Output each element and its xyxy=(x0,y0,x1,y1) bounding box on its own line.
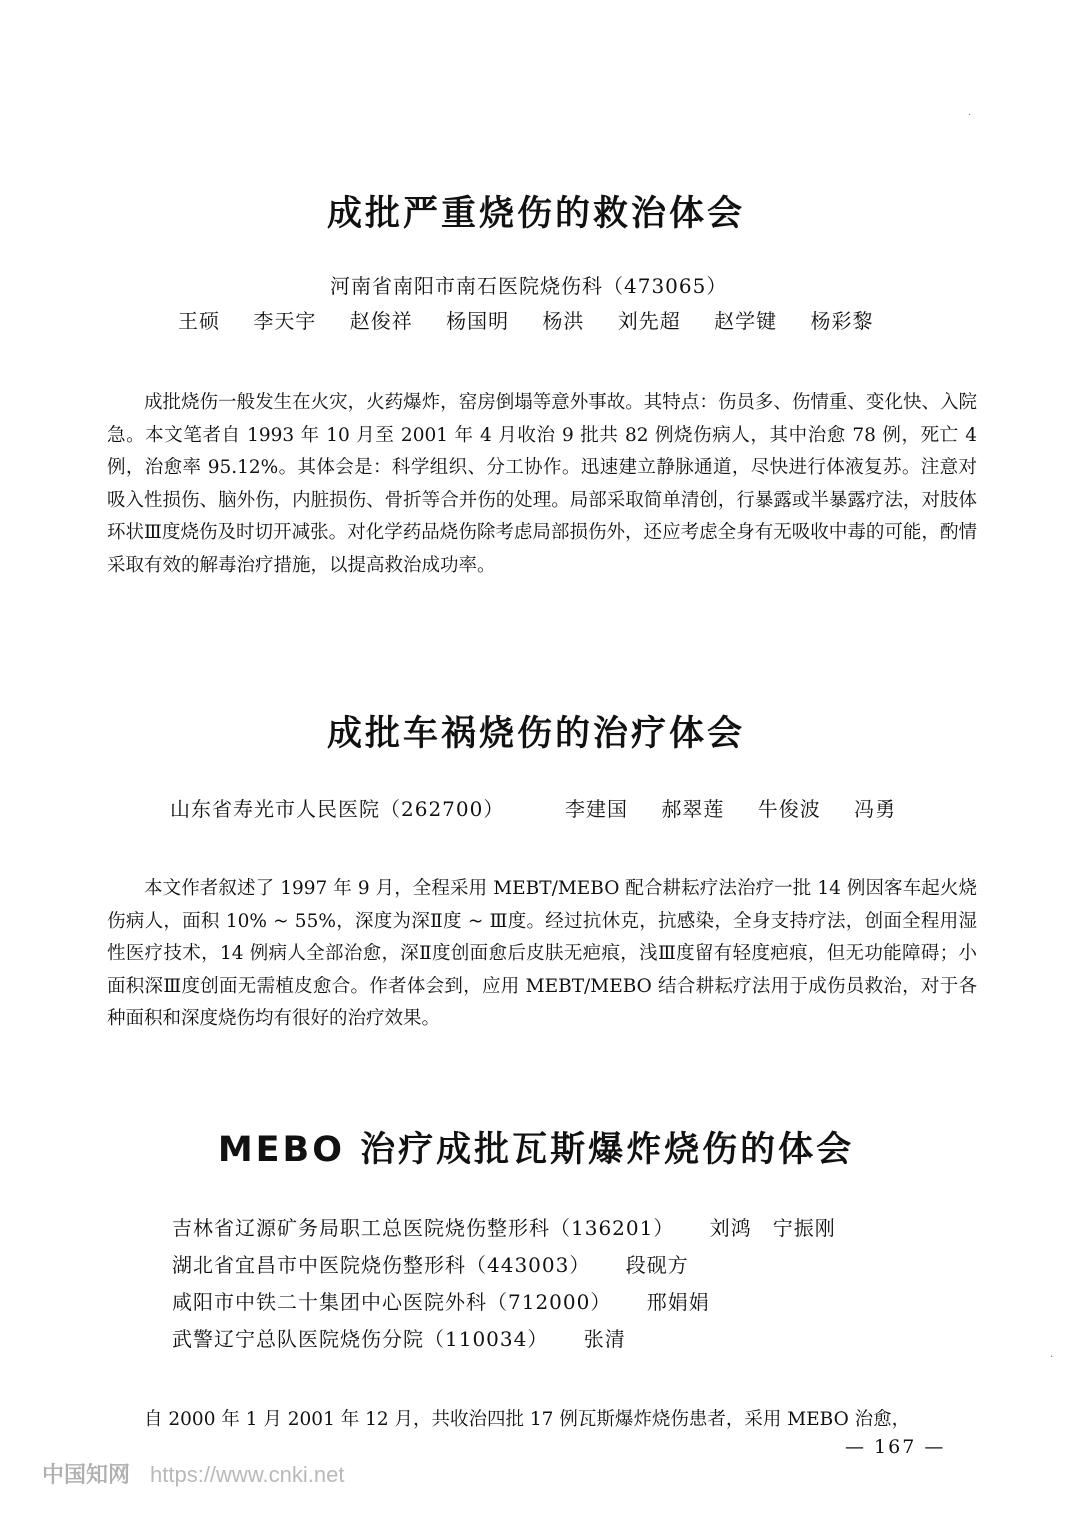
article-3-abstract: 自 2000 年 1 月 2001 年 12 月，共收治四批 17 例瓦斯爆炸烧伤患者，采用 MEBO 治愈， xyxy=(144,1409,911,1430)
article-3-affiliation-1 xyxy=(172,1212,836,1241)
article-2-title: 成批车祸烧伤的治疗体会 xyxy=(326,714,745,754)
affiliation-unit: 咸阳市中铁二十集团中心医院外科（712000） xyxy=(172,1290,612,1314)
cnki-watermark xyxy=(42,1458,344,1489)
author: 李天宇 xyxy=(253,309,317,333)
watermark-url: https://www.cnki.net xyxy=(150,1462,345,1487)
article-3-affiliation-3 xyxy=(172,1286,710,1315)
author: 李建国 xyxy=(565,797,628,821)
article-3-affiliation-4 xyxy=(172,1323,626,1352)
scan-speck: · xyxy=(968,110,972,121)
author: 杨洪 xyxy=(542,309,585,333)
article-2-abstract: 本文作者叙述了 1997 年 9 月，全程采用 MEBT/MEBO 配合耕耘疗法治疗一批 14 例因客车起火烧伤病人，面积 10% ~ 55%，深度为深Ⅱ度 ~ Ⅲ度。经过抗休克，抗感染，全身支持疗法，创面全程用湿性医疗技术，14 例病人全部治愈，深Ⅱ度创面愈后皮肤无疤痕，浅Ⅲ度留有轻度疤痕，但无功能障碍；小面积深Ⅲ度创面无需植皮愈合。作者体会到，应用 MEBT/MEBO 结合耕耘疗法用于成伤员救治，对于各种面积和深度烧伤均有很好的治疗效果。 xyxy=(107,878,977,1029)
author: 赵学键 xyxy=(714,309,778,333)
author: 杨国明 xyxy=(446,309,510,333)
affiliation-unit: 武警辽宁总队医院烧伤分院（110034） xyxy=(172,1327,549,1351)
author: 刘先超 xyxy=(617,309,681,333)
affiliation-unit: 吉林省辽源矿务局职工总医院烧伤整形科（136201） xyxy=(172,1216,675,1240)
affiliation-unit: 湖北省宜昌市中医院烧伤整形科（443003） xyxy=(172,1253,591,1277)
article-3-title: MEBO 治疗成批瓦斯爆炸烧伤的体会 xyxy=(217,1130,855,1170)
author: 牛俊波 xyxy=(757,797,821,821)
article-3-affiliation-2 xyxy=(172,1249,689,1278)
article-1-title: 成批严重烧伤的救治体会 xyxy=(326,194,745,234)
scan-speck: · xyxy=(1050,1352,1054,1363)
article-1-authors xyxy=(178,305,900,334)
affiliation-authors: 邢娟娟 xyxy=(646,1290,710,1314)
author: 冯勇 xyxy=(854,797,897,821)
author: 杨彩黎 xyxy=(810,309,874,333)
article-1-abstract: 成批烧伤一般发生在火灾，火药爆炸，窑房倒塌等意外事故。其特点：伤员多、伤情重、变化快、入院急。本文笔者自 1993 年 10 月至 2001 年 4 月收治 9 批共 82 例烧伤病人，其中治愈 78 例，死亡 4 例，治愈率 95.12%。其体会是：科学组织、分工协作。迅速建立静脉通道，尽快进行体液复苏。注意对吸入性损伤、脑外伤，内脏损伤、骨折等合并伤的处理。局部采取简单清创，行暴露或半暴露疗法，对肢体环状Ⅲ度烧伤及时切开减张。对化学药品烧伤除考虑局部损伤外，还应考虑全身有无吸收中毒的可能，酌情采取有效的解毒治疗措施，以提高救治成功率。 xyxy=(107,392,977,576)
affiliation-authors: 刘鸿 宁振刚 xyxy=(709,1216,836,1240)
watermark-brand: 中国知网 xyxy=(42,1462,131,1487)
article-2-affiliation: 山东省寿光市人民医院（262700） xyxy=(170,797,505,821)
author: 赵俊祥 xyxy=(349,309,413,333)
author: 王硕 xyxy=(178,309,220,333)
affiliation-authors: 张清 xyxy=(583,1327,626,1351)
article-1-affiliation: 河南省南阳市南石医院烧伤科（473065） xyxy=(330,274,728,298)
affiliation-authors: 段砚方 xyxy=(625,1253,689,1277)
author: 郝翠莲 xyxy=(661,797,725,821)
article-2-authors xyxy=(565,793,922,822)
page-number: — 167 — xyxy=(845,1436,946,1458)
